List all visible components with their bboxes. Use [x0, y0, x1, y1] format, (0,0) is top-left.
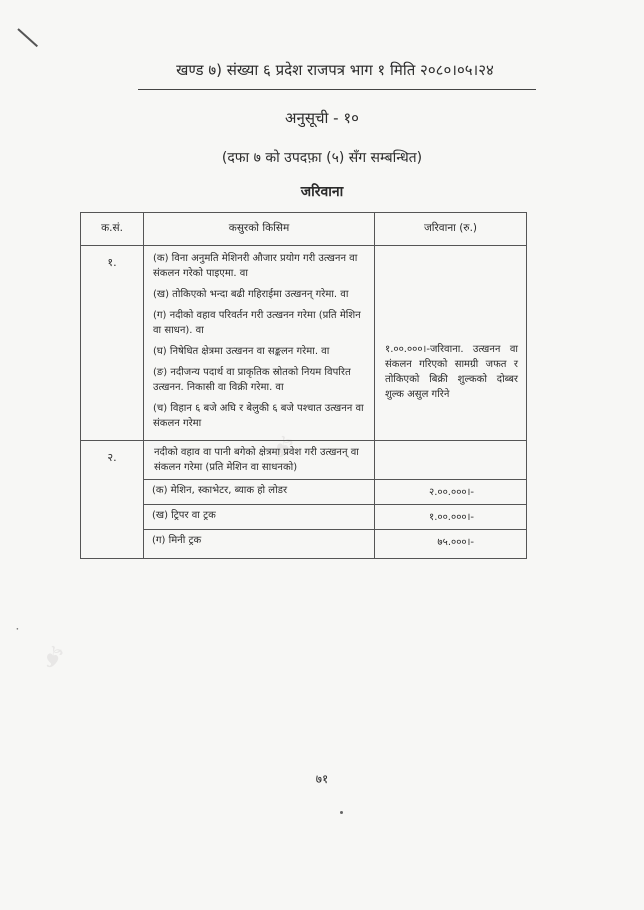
table-row [81, 505, 527, 530]
gazette-header: खण्ड ७) संख्या ६ प्रदेश राजपत्र भाग १ मिति २०८०।०५।२४ [176, 61, 494, 79]
row-sn: २. [107, 451, 117, 464]
watermark-stamp: ☙ [31, 636, 76, 679]
margin-mark: ꞏ [16, 625, 19, 635]
row-sn-cell [81, 441, 144, 559]
page-number: ७१ [315, 772, 329, 786]
list-item: (घ) निषेधित क्षेत्रमा उत्खनन वा सङ्कलन गरेमा. वा [153, 346, 330, 357]
list-item: (च) विहान ६ बजे अघि र बेलुकी ६ बजे पश्चात उत्खनन वा संकलन गरेमा [153, 403, 364, 429]
sub-item-label: (ग) मिनी ट्रक [144, 530, 375, 559]
watermark-stamp: ☙ [261, 426, 306, 469]
schedule-title: अनुसूची - १० [285, 109, 359, 127]
offence-cell [144, 246, 375, 441]
table-row [81, 530, 527, 559]
fines-table [80, 212, 527, 559]
row-sn: १. [107, 256, 117, 269]
header-rule [138, 89, 536, 90]
list-item: (ग) नदीको वहाव परिवर्तन गरी उत्खनन गरेमा (प्रति मेशिन वा साधन). वा [153, 310, 361, 336]
list-item: (ङ) नदीजन्य पदार्थ वा प्राकृतिक स्रोतको नियम विपरित उत्खनन. निकासी वा विक्री गरेमा. वा [153, 367, 351, 393]
table-row [81, 246, 527, 441]
sub-item-amount: १.००.०००।- [375, 505, 527, 530]
header-sn: क.सं. [81, 213, 144, 246]
fine-cell-empty [375, 441, 527, 480]
sub-item-label: (ख) ट्रिपर वा ट्रक [144, 505, 375, 530]
header-offence-type: कसुरको किसिम [144, 213, 375, 246]
row-sn-cell [81, 246, 144, 441]
fine-cell: १.००.०००।-जरिवाना. उत्खनन वा संकलन गरिएको सामग्री जफत र तोकिएको बिक्री शुल्कको दोब्बर शुल्क असुल गरिने [375, 246, 527, 441]
sub-item-label: (क) मेशिन, स्काभेटर, ब्याक हो लोडर [144, 480, 375, 505]
offence-cell: नदीको वहाव वा पानी बगेको क्षेत्रमा प्रवेश गरी उत्खनन् वा संकलन गरेमा (प्रति मेशिन वा साधनको) [144, 441, 375, 480]
table-header-row [81, 213, 527, 246]
schedule-reference: (दफा ७ को उपदफ़ा (५) सँग सम्बन्धित) [221, 150, 423, 166]
list-item: (ख) तोकिएको भन्दा बढी गहिराईमा उत्खनन् गरेमा. वा [153, 289, 349, 300]
schedule-subject: जरिवाना [300, 184, 344, 200]
sub-item-amount: २.००.०००।- [375, 480, 527, 505]
header-fine: जरिवाना (रु.) [375, 213, 527, 246]
table-row [81, 480, 527, 505]
table-row [81, 441, 527, 480]
scan-dot [340, 811, 343, 814]
scan-mark [17, 28, 38, 47]
list-item: (क) विना अनुमति मेशिनरी औजार प्रयोग गरी उत्खनन वा संकलन गरेको पाइएमा. वा [153, 253, 358, 279]
sub-item-amount: ७५.०००।- [375, 530, 527, 559]
